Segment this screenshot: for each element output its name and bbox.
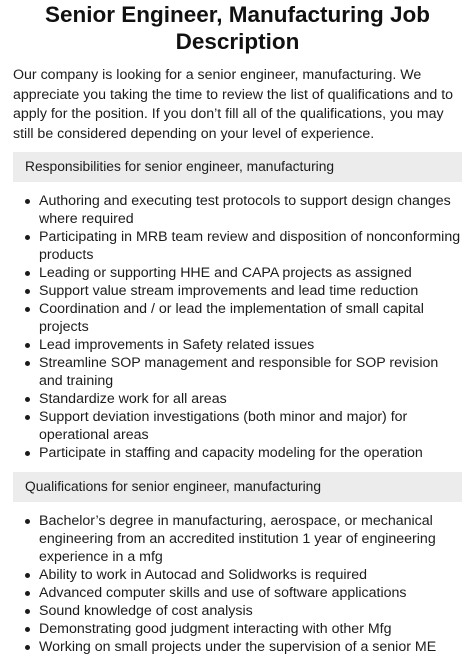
responsibilities-heading: Responsibilities for senior engineer, manufacturing (13, 152, 462, 182)
list-item: Sound knowledge of cost analysis (39, 602, 462, 620)
list-item: Working on small projects under the supervision of a senior ME (39, 638, 462, 656)
intro-paragraph: Our company is looking for a senior engineer, manufacturing. We appreciate you taking the time to review the list of qualifications and to apply for the position. If you don’t fill all of the qualifications, you may still be considered depending on your level of experience. (13, 67, 454, 142)
list-item: Support value stream improvements and lead time reduction (39, 282, 462, 300)
responsibilities-list (13, 192, 462, 462)
list-item: Ability to work in Autocad and Solidworks is required (39, 566, 462, 584)
list-item: Advanced computer skills and use of software applications (39, 584, 462, 602)
qualifications-heading: Qualifications for senior engineer, manufacturing (13, 472, 462, 502)
list-item: Leading or supporting HHE and CAPA projects as assigned (39, 264, 462, 282)
list-item: Authoring and executing test protocols to support design changes where required (39, 192, 462, 228)
list-item: Streamline SOP management and responsible for SOP revision and training (39, 354, 462, 390)
qualifications-list (13, 512, 462, 656)
list-item: Participate in staffing and capacity modeling for the operation (39, 444, 462, 462)
list-item: Participating in MRB team review and disposition of nonconforming products (39, 229, 461, 263)
list-item: Coordination and / or lead the implementation of small capital projects (39, 300, 462, 336)
list-item: Bachelor’s degree in manufacturing, aerospace, or mechanical engineering from an accredited institution 1 year of engineering experience in a mfg (39, 512, 462, 566)
list-item: Demonstrating good judgment interacting with other Mfg (39, 620, 462, 638)
list-item: Standardize work for all areas (39, 390, 462, 408)
list-item: Lead improvements in Safety related issues (39, 336, 462, 354)
list-item: Support deviation investigations (both minor and major) for operational areas (39, 408, 462, 444)
page-title: Senior Engineer, Manufacturing Job Description (44, 2, 431, 54)
